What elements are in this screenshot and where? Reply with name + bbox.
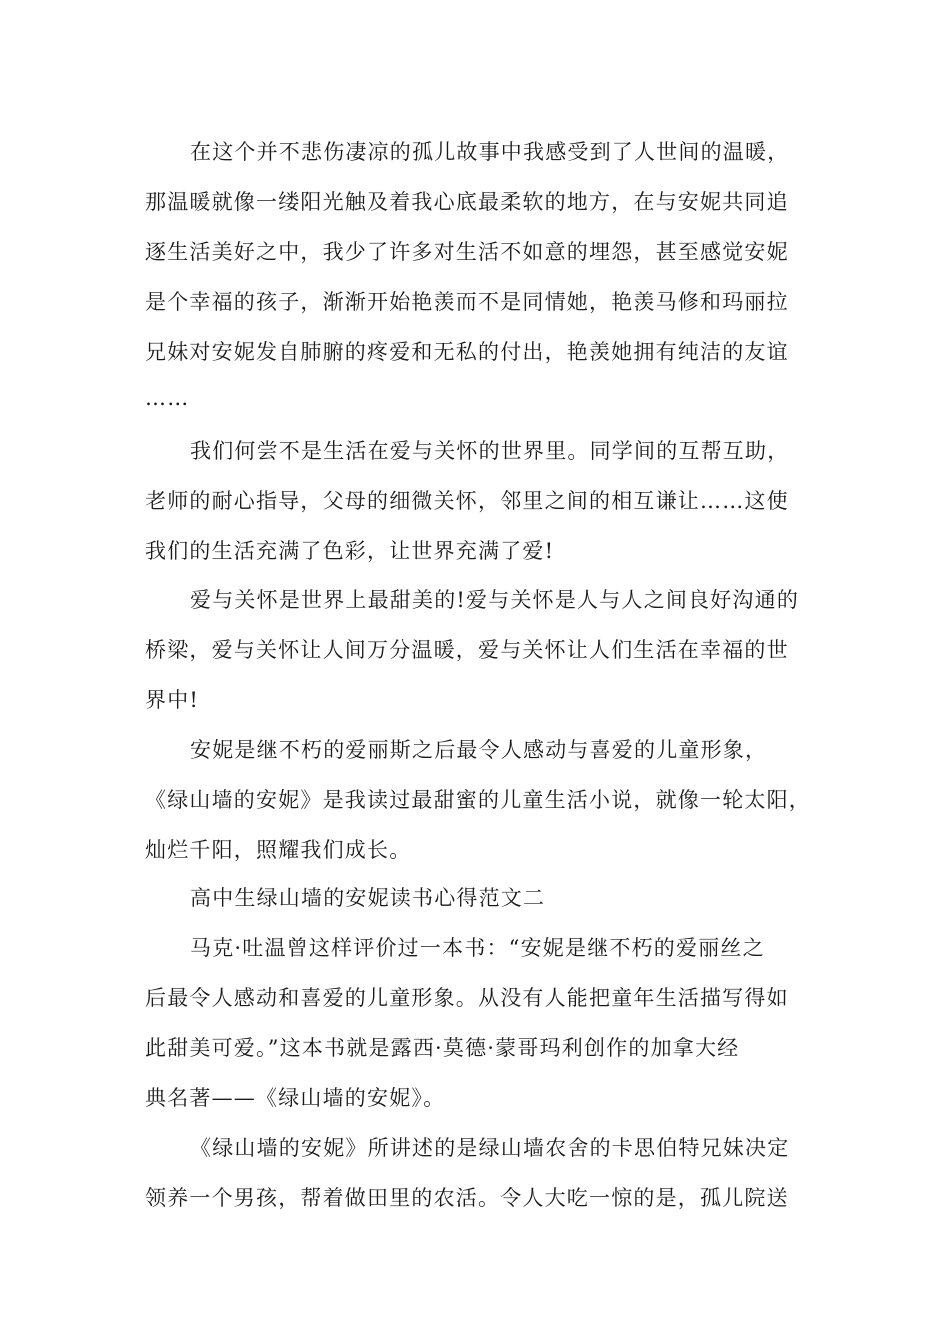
text-line: 安妮是继不朽的爱丽斯之后最令人感动与喜爱的儿童形象， <box>190 738 768 762</box>
text-line: 《绿山墙的安妮》所讲述的是绿山墙农舍的卡思伯特兄妹决定 <box>190 1136 790 1160</box>
text-line: 兄妹对安妮发自肺腑的疼爱和无私的付出，艳羡她拥有纯洁的友谊 <box>145 340 789 364</box>
text-line: 在这个并不悲伤凄凉的孤儿故事中我感受到了人世间的温暖， <box>190 140 790 164</box>
text-line: 《绿山墙的安妮》是我读过最甜蜜的儿童生活小说，就像一轮太阳， <box>145 788 811 812</box>
text-line: 我们的生活充满了色彩，让世界充满了爱! <box>145 539 555 563</box>
text-line: 马克·吐温曾这样评价过一本书：“安妮是继不朽的爱丽丝之 <box>190 936 765 960</box>
text-line: 那温暖就像一缕阳光触及着我心底最柔软的地方，在与安妮共同追 <box>145 190 789 214</box>
text-line: 爱与关怀是世界上最甜美的!爱与关怀是人与人之间良好沟通的 <box>190 588 800 612</box>
text-line: 界中! <box>145 688 200 712</box>
text-line: …… <box>145 386 190 410</box>
text-line: 灿烂千阳，照耀我们成长。 <box>145 838 412 862</box>
text-line: 老师的耐心指导，父母的细微关怀，邻里之间的相互谦让……这使 <box>145 489 789 513</box>
text-line: 是个幸福的孩子，渐渐开始艳羡而不是同情她，艳羡马修和玛丽拉 <box>145 290 789 314</box>
text-line: 后最令人感动和喜爱的儿童形象。从没有人能把童年生活描写得如 <box>145 986 789 1010</box>
text-line: 我们何尝不是生活在爱与关怀的世界里。同学间的互帮互助， <box>190 439 790 463</box>
text-line: 此甜美可爱。”这本书就是露西·莫德·蒙哥玛利创作的加拿大经 <box>145 1036 740 1060</box>
text-line: 桥梁，爱与关怀让人间万分温暖，爱与关怀让人们生活在幸福的世 <box>145 638 789 662</box>
section-heading: 高中生绿山墙的安妮读书心得范文二 <box>190 886 546 910</box>
text-line: 领养一个男孩，帮着做田里的农活。令人大吃一惊的是，孤儿院送 <box>145 1186 789 1210</box>
text-line: 典名著——《绿山墙的安妮》。 <box>145 1086 446 1110</box>
text-line: 逐生活美好之中，我少了许多对生活不如意的埋怨，甚至感觉安妮 <box>145 240 789 264</box>
